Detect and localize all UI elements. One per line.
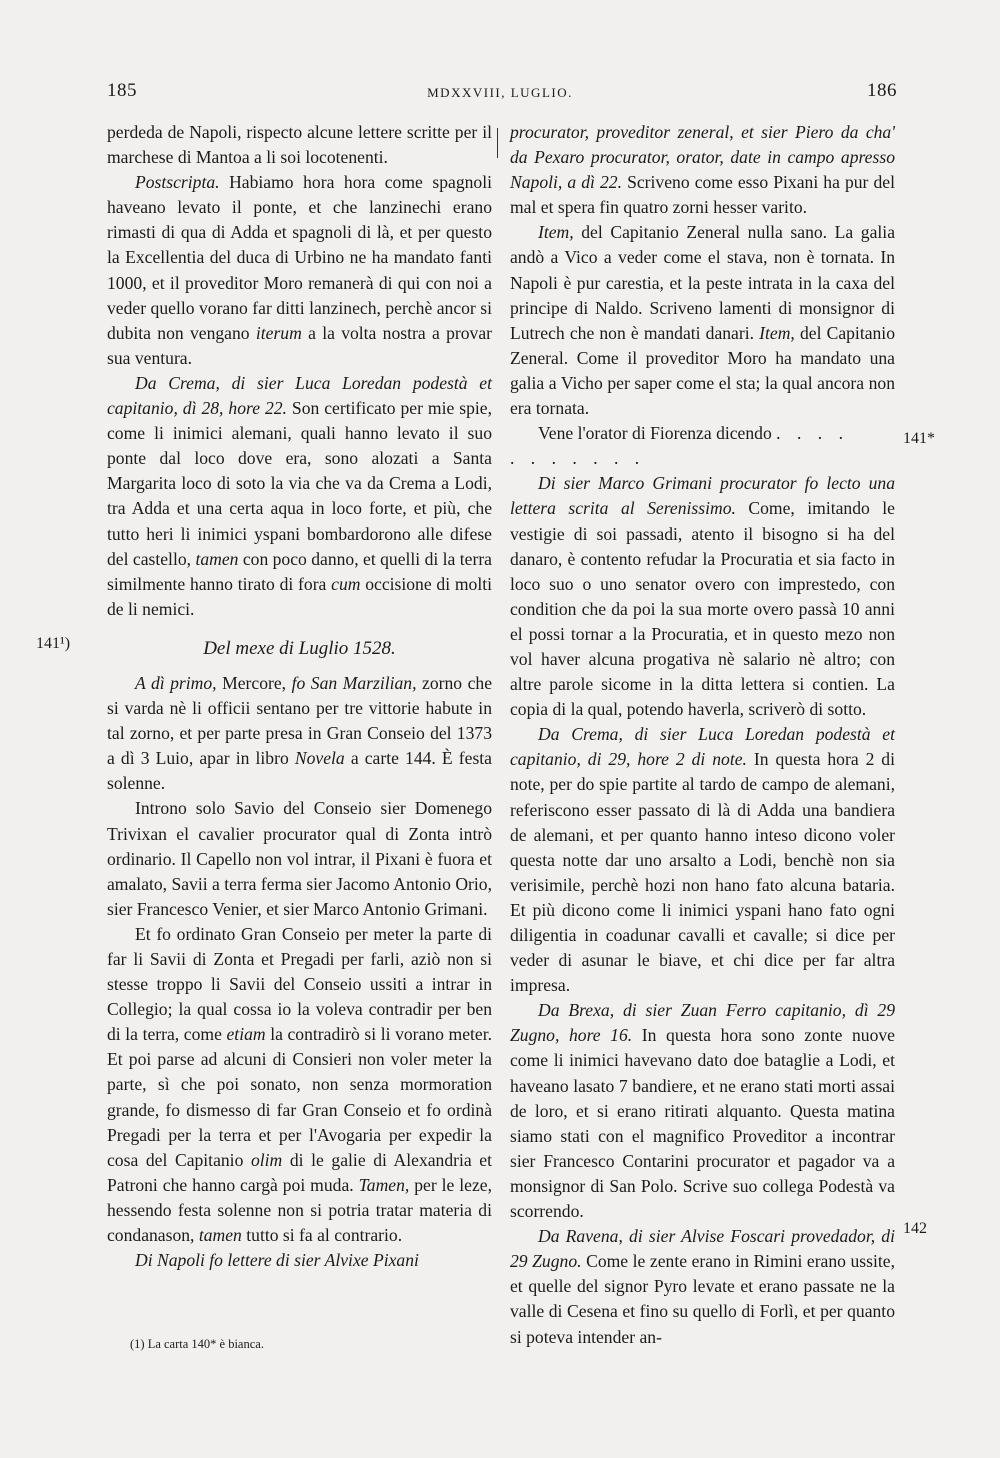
margin-note-right: 141* <box>903 430 935 447</box>
section-heading: Del mexe di Luglio 1528. <box>203 637 396 659</box>
footnote: (1) La carta 140* è bianca. <box>130 1337 264 1351</box>
paragraph: perdeda de Napoli, rispecto alcune lettere scritte per il marchese di Mantoa a li soi locotenenti. <box>107 122 492 168</box>
paragraph: Postscripta. Habiamo hora hora come spagnoli haveano levato il ponte, et che lanzinechi erano rimasti di qua di Adda et spagnoli di là, et per questo la Excellentia del duca di Urbino ne ha mandato fanti 1000, et il proveditor Moro remanerà di qui con noi a veder quello vorano far ditti lanzinech, perchè ancor si dubita non vengano iterum a la volta nostra a provar sua ventura. <box>107 172 492 368</box>
paragraph: Vene l'orator di Fiorenza dicendo . . . . . . . . . . . <box>510 423 849 469</box>
paragraph: Da Ravena, di sier Alvise Foscari provedador, di 29 Zugno. Come le zente erano in Rimini erano ussite, et quelle del signor Pyro levate et erano passate ne la valle di Cesena et fino su quello di Forlì, et per quanto si poteva intender an- <box>510 1226 895 1347</box>
paragraph: Et fo ordinato Gran Conseio per meter la parte di far li Savii di Zonta et Pregadi per farli, aziò non si stesse troppo li Savii del Conseio ussiti a intrar in Collegio; la qual cossa io la voleva contradir per ben di la terra, come etiam la contradirò si li vorano meter. Et poi parse ad alcuni di Consieri non voler meter la parte, sì che poi sonato, non senza mormoration grande, fo dismesso di far Gran Conseio et fo ordinà Pregadi per la terra et per l'Avogaria per expedir la cosa del Capitanio olim di le galie di Alexandria et Patroni che hanno cargà poi muda. Tamen, per le leze, hessendo festa solenne non si potria tratar materia di condanason, tamen tutto si fa al contrario. <box>107 923 493 1246</box>
paragraph: Di sier Marco Grimani procurator fo lecto una lettera scrita al Serenissimo. Come, imitando le vestigie di soi passadi, atento il bisogno si ha del danaro, è contento refudar la Procuratia et sia facto in loco suo o uno senator overo con imprestedo, con condition che da poi la sua morte overo passà 10 anni el possi tornar a la Procuratia, et in questo mezo non vol haver alcuna progativa nè salario nè altro; con altre parole sicome in la ditta lettera si contien. La copia di la qual, potendo haverla, scriverò di sotto. <box>510 473 895 720</box>
right-column <box>510 120 895 1350</box>
paragraph: A dì primo, Mercore, fo San Marzilian, zorno che si varda nè li officii sentano per tre vittorie habute in tal zorno, et per parte presa in Gran Conseio del 1373 a dì 3 Luio, apar in libro Novela a carte 144. È festa solenne. <box>107 672 492 794</box>
margin-note-left: 141¹) <box>36 635 71 652</box>
right-page-number: 186 <box>867 80 897 101</box>
paragraph: Da Crema, di sier Luca Loredan podestà et capitanio, di 29, hore 2 di note. In questa hora 2 di note, per do spie partite al tardo de campo de alemani, referiscono esser passato di là di Adda una bandiera de alemani, et per quanto hanno inteso dicono voler questa notte dar uno arsalto a Lodi, benchè non sia verisimile, perchè hozi non hano fato alcuna bataria. Et più dicono come li inimici yspani hano fato ogni diligentia in coadunar cavalli et cavalle; si dice per veder di asunar le biave, et chi dice per far altra impresa. <box>510 724 895 996</box>
left-column <box>107 120 492 1273</box>
running-header <box>0 80 1000 110</box>
paragraph: Di Napoli fo lettere di sier Alvixe Pixani <box>135 1250 419 1271</box>
margin-note-right: 142 <box>903 1220 927 1237</box>
column-divider <box>497 128 498 158</box>
paragraph: Da Brexa, di sier Zuan Ferro capitanio, dì 29 Zugno, hore 16. In questa hora sono zonte nuove come li inimici havevano dato doe bataglie a Lodi, et haveano lasato 7 bandiere, et ne erano stati morti assai de loro, et si erano ritirati alquanto. Questa matina siamo stati con el magnifico Proveditor a incontrar sier Francesco Contarini procurator et pagador va a monsignor di San Polo. Scrive suo collega Podestà va scorrendo. <box>510 1000 895 1222</box>
paragraph: procurator, proveditor zeneral, et sier Piero da cha' da Pexaro procurator, orator, date in campo apresso Napoli, a dì 22. Scriveno come esso Pixani ha pur del mal et spera fin quatro zorni hesser varito. <box>510 122 895 218</box>
paragraph: Da Crema, di sier Luca Loredan podestà et capitanio, dì 28, hore 22. Son certificato per mie spie, come li inimici alemani, quali hanno levato il suo ponte dal loco dove era, sono alozati a Santa Margarita loco di soto la via che va da Crema a Lodi, tra Adda et una certa aqua in loco forte, et più, che tutto heri li inimici yspani bombardorono alle difese del castello, tamen con poco danno, et quelli di la terra similmente hanno tirato di fora cum occisione di molti de li nemici. <box>107 372 493 619</box>
left-page-number: 185 <box>107 80 137 101</box>
paragraph: Item, del Capitanio Zeneral nulla sano. La galia andò a Vico a veder come el stava, non è tornata. In Napoli è pur carestia, et la peste intrata in la caxa del principe di Naldo. Scriveno lamenti di monsignor di Lutrech che non è mandati danari. Item, del Capitanio Zeneral. Come il proveditor Moro ha mandato una galia a Vicho per saper come el sta; la qual ancora non era tornata. <box>510 222 895 419</box>
running-title: MDXXVIII, LUGLIO. <box>427 85 573 100</box>
paragraph: Introno solo Savio del Conseio sier Domenego Trivixan el cavalier procurator qual di Zonta intrò ordinario. Il Capello non vol intrar, il Pixani è fuora et amalato, Savii a terra ferma sier Jacomo Antonio Orio, sier Francesco Venier, et sier Marco Antonio Grimani. <box>107 798 492 919</box>
